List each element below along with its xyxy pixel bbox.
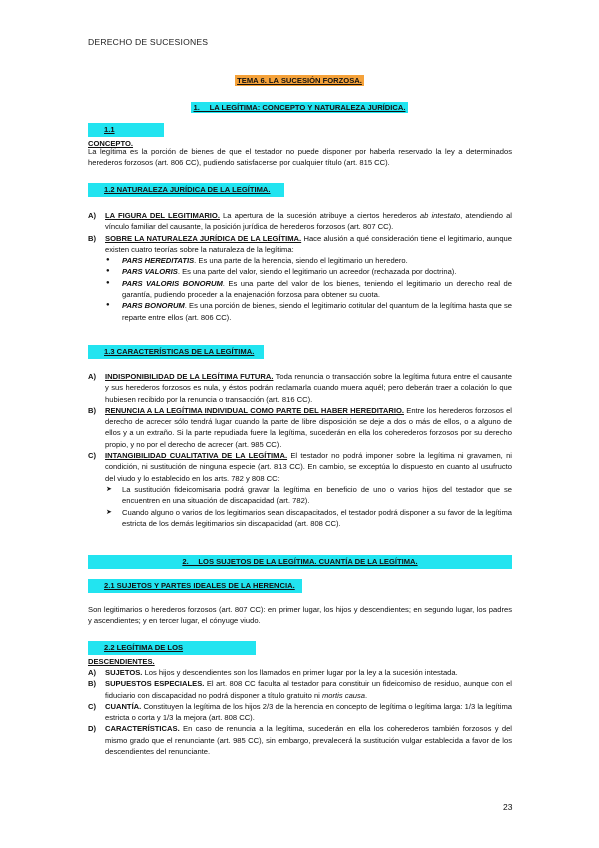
theory-name: PARS VALORIS BONORUM	[122, 278, 223, 288]
list-item-text: La apertura de la sucesión atribuye a ciertos herederos	[219, 211, 420, 220]
list-item-text: Los hijos y descendientes son los llamados en primer lugar por la ley a la sucesión intestada.	[142, 668, 458, 677]
bullet-icon: ●	[106, 268, 110, 275]
list-marker: A)	[88, 211, 97, 220]
characteristics-list	[88, 371, 512, 529]
list-item-heading: SUPUESTOS ESPECIALES.	[105, 679, 205, 689]
subsection-1-2-label: 1.2 NATURALEZA JURÍDICA DE LA LEGÍTIMA.	[104, 185, 271, 194]
section-1-title-row	[0, 97, 599, 115]
list-item-heading: CUANTÍA.	[105, 701, 142, 711]
list-marker: A)	[88, 668, 97, 677]
subsection-2-2-title	[88, 641, 256, 666]
nature-list	[88, 210, 512, 323]
list-marker: D)	[88, 724, 97, 734]
list-marker: B)	[88, 233, 97, 243]
list-item-text: .	[365, 690, 368, 700]
subsection-1-1-label: 1.1 CONCEPTO.	[88, 125, 134, 148]
list-item-heading: INDISPONIBILIDAD DE LA LEGÍTIMA FUTURA.	[105, 372, 274, 381]
subsection-1-3-title	[88, 345, 264, 359]
subsection-1-2-title	[88, 183, 284, 197]
subsection-1-1-title	[88, 123, 164, 148]
list-marker: A)	[88, 372, 97, 381]
list-item-text: , atendiendo al vínculo familiar del causante, la posición jurídica de herederos forzosos (art. 807 CC).	[105, 211, 512, 232]
section-2-label: 2. LOS SUJETOS DE LA LEGÍTIMA. CUANTÍA DE LA LEGÍTIMA.	[182, 557, 418, 566]
section-1-title: 1. LA LEGÍTIMA: CONCEPTO Y NATURALEZA JURÍDICA.	[191, 102, 409, 113]
document-header: DERECHO DE SUCESIONES	[88, 37, 209, 47]
list-item-heading: LA FIGURA DEL LEGITIMARIO.	[105, 211, 220, 220]
list-item	[88, 678, 512, 701]
list-item-heading: INTANGIBILIDAD CUALITATIVA DE LA LEGÍTIMA.	[105, 451, 288, 461]
list-item	[88, 450, 512, 484]
theory-name: PARS BONORUM	[122, 301, 185, 311]
theory-item	[88, 255, 512, 266]
theory-name: PARS VALORIS	[122, 267, 178, 277]
theory-text: . Es una parte del valor, siendo el legitimario un acreedor (rechazada por doctrina).	[177, 267, 457, 277]
arrowhead-icon: ➤	[106, 508, 112, 516]
theory-item	[88, 278, 512, 301]
theory-item	[88, 300, 512, 323]
subsection-2-1-title	[88, 579, 302, 593]
list-item-heading: RENUNCIA A LA LEGÍTIMA INDIVIDUAL COMO PARTE DEL HABER HEREDITARIO.	[105, 405, 404, 415]
exception-item	[88, 507, 512, 530]
list-item-italic: ab intestato	[419, 211, 461, 220]
list-item-heading: SUJETOS.	[105, 668, 143, 677]
list-item-heading: CARACTERÍSTICAS.	[105, 724, 180, 734]
list-marker: C)	[88, 451, 97, 461]
theory-name: PARS HEREDITATIS	[122, 256, 195, 266]
list-marker: B)	[88, 405, 97, 415]
subsection-2-2-label: 2.2 LEGÍTIMA DE LOS DESCENDIENTES.	[88, 643, 184, 666]
list-marker: C)	[88, 701, 97, 711]
subjects-paragraph: Son legitimarios o herederos forzosos (art. 807 CC): en primer lugar, los hijos y descendientes; en segundo lugar, los padres y ascendientes; y en tercer lugar, el cónyuge viudo.	[88, 605, 512, 626]
chapter-title: TEMA 6. LA SUCESIÓN FORZOSA.	[237, 76, 362, 85]
bullet-icon: ●	[106, 279, 110, 286]
page-number: 23	[503, 802, 513, 812]
chapter-title-row	[0, 70, 599, 88]
list-item-text: Constituyen la legítima de los hijos 2/3 de la herencia en concepto de legítima o legítima larga: 1/3 la legítima estricta o corta y 1/3 la mejora (art. 808 CC).	[105, 701, 512, 723]
subsection-2-1-label: 2.1 SUJETOS Y PARTES IDEALES DE LA HERENCIA.	[104, 581, 295, 590]
arrowhead-icon: ➤	[106, 485, 112, 493]
exception-text: Cuando alguno o varios de los legitimarios sean discapacitados, el testador podrá disponer a su favor de la legítima estricta de los demás legitimarios sin discapacidad (art. 808 CC).	[122, 507, 512, 528]
list-item-text: Toda renuncia o transacción sobre la legítima futura entre el causante y sus herederos forzosos es nula, y éstos podrán reclamarla cuando muera aquél; pero deberán traer a colación lo que hubiesen recibido por la renuncia o transacción (art. 816 CC).	[105, 372, 512, 404]
list-item	[88, 405, 512, 450]
bullet-icon: ●	[106, 257, 110, 264]
subsection-1-3-label: 1.3 CARACTERÍSTICAS DE LA LEGÍTIMA.	[104, 347, 255, 356]
list-item-heading: SOBRE LA NATURALEZA JURÍDICA DE LA LEGÍTIMA.	[105, 233, 302, 243]
list-item	[88, 723, 512, 757]
concept-paragraph: La legítima es la porción de bienes de que el testador no puede disponer por haberla reservado la ley a determinados herederos forzosos (art. 806 CC), pudiendo satisfacerse por cualquier título (art. 815 CC).	[88, 147, 512, 168]
list-marker: B)	[88, 679, 97, 689]
bullet-icon: ●	[106, 302, 110, 309]
section-2-title	[88, 555, 512, 569]
theory-text: . Es una parte del valor de los bienes, teniendo el legitimario un derecho real de garantía, pudiendo proceder a la enajenación forzosa para obtener su cuota.	[122, 278, 512, 300]
list-item-text: El testador no podrá imponer sobre la legítima ni gravamen, ni condición, ni sustitución de ninguna especie (art. 813 CC). En cambio, se exceptúa lo dispuesto en cuanto al usufructo del viudo y lo establecido en los arts. 782 y 808 CC:	[105, 451, 512, 483]
theory-text: . Es una porción de bienes, siendo el legitimario cotitular del quantum de la legítima hasta que se reparte entre ellos (art. 806 CC).	[122, 301, 512, 322]
list-item	[88, 210, 512, 233]
exception-text: La sustitución fideicomisaria podrá gravar la legítima en beneficio de uno o varios hijos del testador que se encuentren en una situación de discapacidad (art. 782).	[122, 484, 512, 506]
theory-item	[88, 266, 512, 277]
list-item-text: Entre los herederos forzosos el derecho de acrecer sólo tendrá lugar cuando la parte de libre disposición se deje a dos o más de ellos, o a alguno de ellos y a un extraño. Si la parte repudiada fuere la legítima, sucederán en ella los coherederos forzosos por su derecho propio, y no por el derecho de acrecer (art. 985 CC).	[105, 405, 512, 449]
list-item-text: El art. 808 CC faculta al testador para constituir un fideicomiso de residuo, aunque con el fiduciario con discapacidad no podrá disponer a título gratuito ni	[105, 679, 512, 700]
exception-item	[88, 484, 512, 507]
list-item-italic: mortis causa	[321, 690, 366, 700]
list-item	[88, 667, 512, 678]
list-item	[88, 701, 512, 724]
list-item-text: En caso de renuncia a la legítima, sucederán en ella los coherederos también forzosos y del mismo grado que el renunciante (art. 985 CC), sin embargo, prevalecerá la sustitución vulgar establecida a favor de los descendientes del renunciante.	[105, 724, 512, 757]
list-item-text: Hace alusión a qué consideración tiene el legitimario, aunque existen cuatro teorías sobre la naturaleza de la legítima:	[105, 233, 512, 254]
list-item	[88, 233, 512, 256]
list-item	[88, 371, 512, 405]
theory-text: . Es una parte de la herencia, siendo el legitimario un heredero.	[194, 256, 408, 266]
descendants-list	[88, 667, 512, 757]
